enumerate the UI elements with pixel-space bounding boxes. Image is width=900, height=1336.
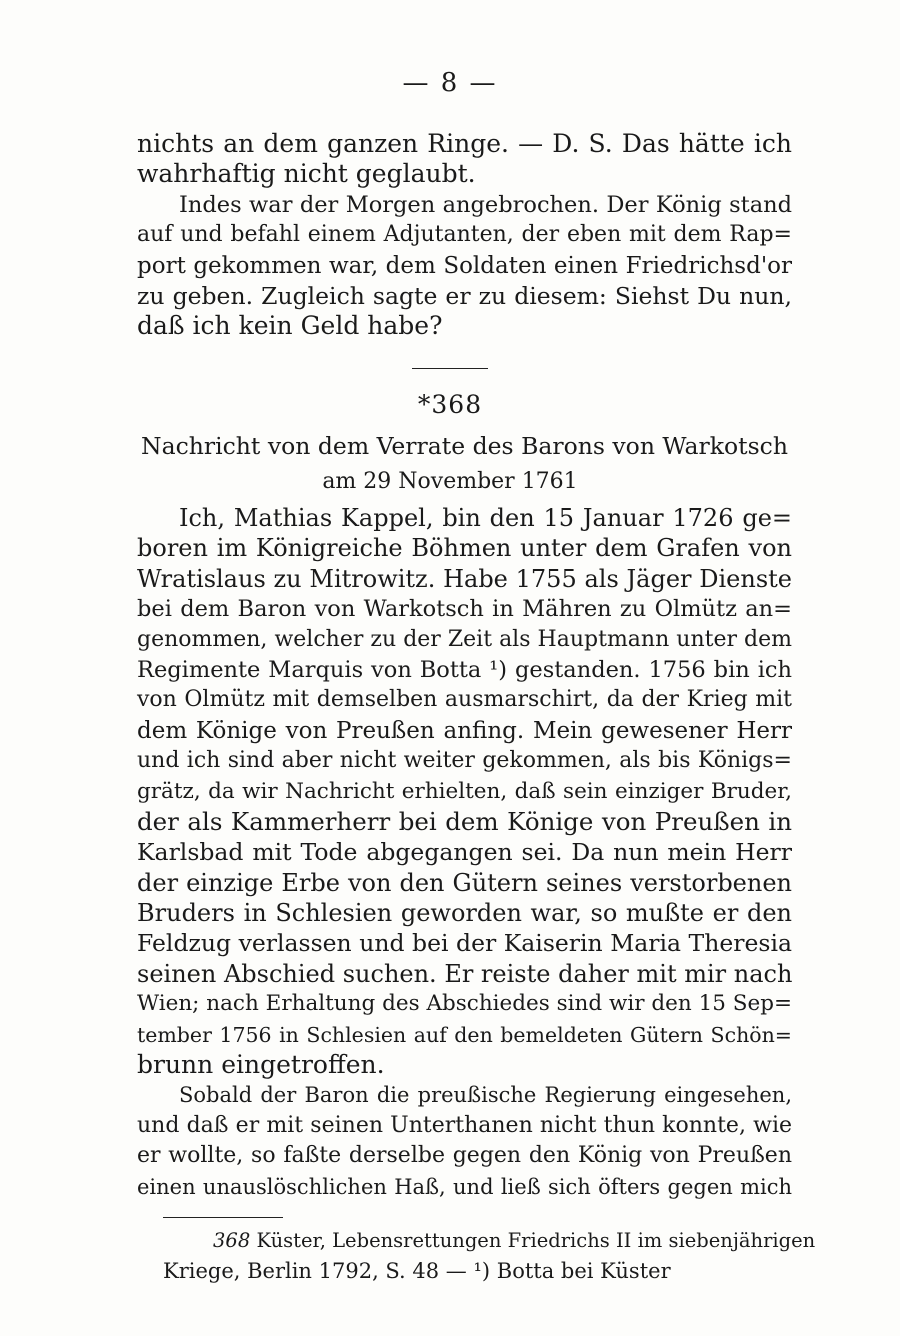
text-line: daß ich kein Geld habe?: [137, 311, 443, 341]
text-line: bei dem Baron von Warkotsch in Mähren zu Olmütz an=: [137, 596, 792, 623]
page-number: — 8 —: [402, 68, 498, 98]
footnote-number: 368: [213, 1229, 251, 1252]
text-line: der als Kammerherr bei dem Könige von Preußen in: [137, 806, 792, 836]
text-line: tember 1756 in Schlesien auf den bemeldeten Gütern Schön=: [137, 1022, 792, 1047]
text-line: Indes war der Morgen angebrochen. Der König stand: [179, 191, 792, 218]
footnote-divider: [163, 1217, 283, 1218]
text-line: Bruders in Schlesien geworden war, so mußte er den: [137, 899, 792, 928]
text-line: von Olmütz mit demselben ausmarschirt, da der Krieg mit: [137, 687, 792, 713]
text-line: nichts an dem ganzen Ringe. — D. S. Das hätte ich: [137, 129, 792, 158]
text-line: brunn eingetroffen.: [137, 1050, 385, 1080]
text-line: Wien; nach Erhaltung des Abschiedes sind wir den 15 Sep=: [137, 991, 792, 1017]
text-line: Wratislaus zu Mitrowitz. Habe 1755 als Jäger Dienste: [137, 564, 792, 593]
footnote-text: Küster, Lebensrettungen Friedrichs II im siebenjährigen: [256, 1229, 816, 1252]
section-title: Nachricht von dem Verrate des Barons von Warkotsch: [141, 432, 788, 460]
main-text: [137, 503, 792, 1202]
text-line: genommen, welcher zu der Zeit als Hauptmann unter dem: [137, 626, 792, 652]
text-line: Karlsbad mit Tode abgegangen sei. Da nun mein Herr: [137, 838, 792, 867]
footnote: [163, 1226, 818, 1286]
section-divider: [412, 368, 488, 369]
text-line: zu geben. Zugleich sagte er zu diesem: Siehst Du nun,: [137, 281, 792, 310]
text-line: der einzige Erbe von den Gütern seines verstorbenen: [137, 868, 792, 897]
section-number: *368: [417, 390, 483, 419]
text-line: er wollte, so faßte derselbe gegen den König von Preußen: [137, 1143, 792, 1169]
text-line: auf und befahl einem Adjutanten, der eben mit dem Rap=: [137, 222, 792, 248]
text-line: port gekommen war, dem Soldaten einen Friedrichsd'or: [137, 252, 792, 279]
text-line: grätz, da wir Nachricht erhielten, daß sein einziger Bruder,: [137, 778, 792, 804]
text-line: seinen Abschied suchen. Er reiste daher mit mir nach: [137, 959, 793, 988]
text-line: wahrhaftig nicht geglaubt.: [137, 159, 476, 189]
footnote-line: Kriege, Berlin 1792, S. 48 — ¹) Botta bei Küster: [163, 1259, 671, 1283]
text-line: dem Könige von Preußen anfing. Mein gewesener Herr: [137, 717, 792, 744]
text-line: und daß er mit seinen Unterthanen nicht thun konnte, wie: [137, 1112, 792, 1138]
text-line: Feldzug verlassen und bei der Kaiserin Maria Theresia: [137, 929, 792, 958]
text-line: Regimente Marquis von Botta ¹) gestanden. 1756 bin ich: [137, 656, 792, 683]
footnote-line: [163, 1226, 818, 1256]
top-paragraph: [137, 129, 792, 342]
text-line: Ich, Mathias Kappel, bin den 15 Januar 1726 ge=: [179, 504, 792, 532]
section-date: am 29 November 1761: [322, 469, 578, 494]
text-line: Sobald der Baron die preußische Regierung eingesehen,: [179, 1083, 792, 1108]
text-line: und ich sind aber nicht weiter gekommen, als bis Königs=: [137, 748, 792, 774]
text-line: boren im Königreiche Böhmen unter dem Grafen von: [137, 534, 792, 563]
text-line: einen unauslöschlichen Haß, und ließ sich öfters gegen mich: [137, 1174, 792, 1199]
